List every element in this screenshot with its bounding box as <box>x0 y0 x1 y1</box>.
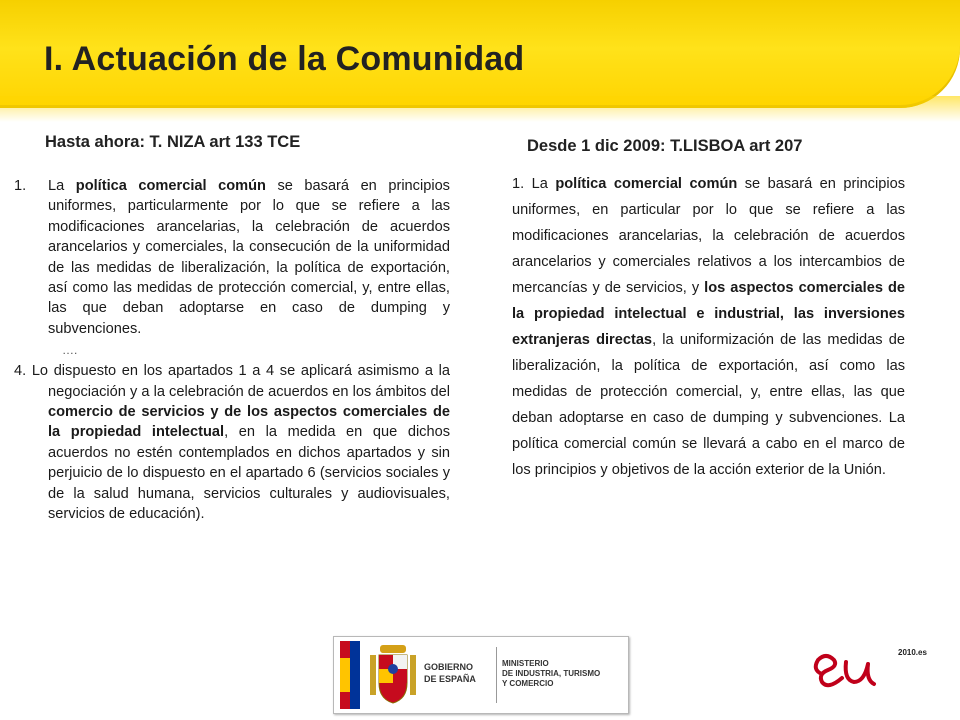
text-run: se basará en principios uniformes, en particular por lo que se refiere a las modificaciones arancelarias, la celebración de acuerdos arancelarios y comerciales relativos a los intercambios de mercancías y de servicios, y <box>512 176 905 296</box>
text-run: se basará en principios uniformes, particularmente por lo que se refiere a las modificaciones arancelarias, la celebración de acuerdos arancelarios y comerciales, la consecución de la uniformidad de las medidas de liberalización, la política de exportación, así como las medidas de protección comercial, y, entre ellas, las que deban adoptarse en caso de dumping y subvenciones. <box>48 178 450 337</box>
right-column-heading: Desde 1 dic 2009: T.LISBOA art 207 <box>527 137 803 155</box>
ministry-label: MINISTERIO DE INDUSTRIA, TURISMO Y COMERCIO <box>502 659 601 688</box>
logo-divider <box>496 647 497 703</box>
bold-run: comercio de servicios y de los aspectos comerciales de la propiedad intelectual <box>48 404 450 441</box>
text-run: Lo dispuesto en los apartados 1 a 4 se aplicará asimismo a la negociación y a la celebración de acuerdos en los ámbitos del <box>26 363 450 400</box>
left-column <box>14 176 450 525</box>
text-run: 1. La <box>512 176 556 192</box>
left-paragraph-1 <box>14 176 450 339</box>
right-paragraph-1 <box>512 171 905 483</box>
bold-run: los aspectos comerciales de la propiedad intelectual e industrial, las inversiones extranjeras directas <box>512 280 905 348</box>
eu-flag-strip <box>350 641 360 709</box>
ellipsis: …. <box>62 343 78 358</box>
slide-title: I. Actuación de la Comunidad <box>44 40 525 78</box>
government-logo <box>333 636 629 714</box>
text-run: La <box>48 178 76 194</box>
left-paragraph-4 <box>14 361 450 524</box>
government-label: GOBIERNO DE ESPAÑA <box>424 662 476 684</box>
spain-flag-strip <box>340 641 350 709</box>
eu2010-site-label: 2010.es <box>898 648 927 657</box>
text-run: , en la medida en que dichos acuerdos no estén contemplados en dichos apartados y sin perjuicio de lo dispuesto en el apartado 6 (servicios sociales y de la salud humana, servicios culturales y audiovisuales, servicios de educación). <box>48 424 451 523</box>
bold-run: política comercial común <box>555 176 738 192</box>
coat-of-arms-icon <box>368 643 418 705</box>
right-column <box>512 171 905 483</box>
header-fade <box>0 96 960 122</box>
paragraph-number: 4. <box>14 363 27 380</box>
bold-run: política comercial común <box>75 178 266 194</box>
paragraph-number: 1. <box>14 178 27 194</box>
text-run: , la uniformización de las medidas de liberalización, la política de exportación, así como las medidas de protección comercial, y, entre ellas, las que deban adoptarse en caso de dumping y subvenciones. La política comercial común se llevará a cabo en el marco de los principios y objetivos de la acción exterior de la Unión. <box>512 332 905 478</box>
left-column-heading: Hasta ahora: T. NIZA art 133 TCE <box>45 133 301 151</box>
